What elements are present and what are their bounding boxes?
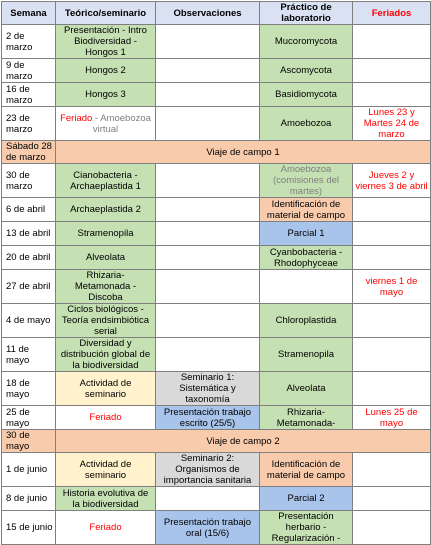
table-row [2,141,431,164]
theory-cell: Ciclos biológicos - Teoría endsimbiótica serial [56,304,156,338]
theory-cell: Historia evolutiva de la biodiversidad [56,487,156,511]
week-date: 18 de mayo [2,372,56,406]
observations-cell [156,270,260,304]
table-row [2,487,431,511]
table-row [2,453,431,487]
theory-cell: Cianobacteria - Archaeplastida 1 [56,164,156,198]
theory-cell: Rhizaria- Metamonada - Discoba [56,270,156,304]
lab-cell: Basidiomycota [260,83,353,107]
week-date: 1 de junio [2,453,56,487]
theory-cell: Actividad de seminario [56,372,156,406]
table-row [2,198,431,222]
week-date: 16 de marzo [2,83,56,107]
lab-cell: Cyanbobacteria - Rhodophyceae [260,246,353,270]
holiday-cell: Lunes 25 de mayo [353,406,431,430]
theory-cell [56,107,156,141]
observations-cell [156,83,260,107]
observations-cell [156,25,260,59]
week-date: 25 de mayo [2,406,56,430]
observations-cell [156,59,260,83]
lab-cell: Amoebozoa [260,107,353,141]
holiday-cell [353,304,431,338]
observations-cell [156,198,260,222]
virtual-label: - Amoebozoa virtual [92,112,151,135]
lab-cell: Alveolata [260,372,353,406]
table-row [2,25,431,59]
theory-cell: Alveolata [56,246,156,270]
holiday-cell [353,511,431,545]
table-row [2,270,431,304]
theory-cell: Presentación - Intro Biodiversidad - Hongos 1 [56,25,156,59]
observations-cell [156,338,260,372]
lab-cell: Stramenopila [260,338,353,372]
lab-cell: Mucoromycota [260,25,353,59]
theory-cell: Feriado [56,511,156,545]
holiday-cell [353,372,431,406]
header-feriados: Feriados [353,2,431,25]
table-row [2,304,431,338]
holiday-cell [353,83,431,107]
holiday-cell: Lunes 23 y Martes 24 de marzo [353,107,431,141]
observations-cell [156,222,260,246]
week-date: Sábado 28 de marzo [2,141,56,164]
header-row [2,2,431,25]
holiday-cell [353,487,431,511]
observations-cell [156,304,260,338]
lab-cell: Parcial 2 [260,487,353,511]
week-date: 9 de marzo [2,59,56,83]
field-trip-cell: Viaje de campo 1 [56,141,431,164]
week-date: 20 de abril [2,246,56,270]
observations-cell [156,246,260,270]
holiday-label: Feriado [60,112,93,124]
holiday-cell [353,198,431,222]
observations-cell: Presentación trabajo escrito (25/5) [156,406,260,430]
lab-cell: Presentación herbario - Regularización - [260,511,353,545]
week-date: 15 de junio [2,511,56,545]
lab-cell: Parcial 1 [260,222,353,246]
week-date: 27 de abril [2,270,56,304]
schedule-table [1,1,431,545]
holiday-cell [353,25,431,59]
table-row [2,338,431,372]
lab-cell: Amoebozoa (comisiones del martes) [260,164,353,198]
table-row [2,222,431,246]
holiday-cell [353,222,431,246]
table-row [2,107,431,141]
table-row [2,372,431,406]
theory-cell: Archaeplastida 2 [56,198,156,222]
lab-cell: Identificación de material de campo [260,453,353,487]
observations-cell: Presentación trabajo oral (15/6) [156,511,260,545]
holiday-cell: Jueves 2 y viernes 3 de abril [353,164,431,198]
holiday-cell [353,59,431,83]
table-row [2,83,431,107]
week-date: 13 de abril [2,222,56,246]
theory-cell: Hongos 3 [56,83,156,107]
week-date: 30 de mayo [2,430,56,453]
table-row [2,164,431,198]
week-date: 4 de mayo [2,304,56,338]
theory-cell: Actividad de seminario [56,453,156,487]
holiday-cell: viernes 1 de mayo [353,270,431,304]
holiday-cell [353,246,431,270]
week-date: 30 de marzo [2,164,56,198]
lab-cell: Rhizaria- Metamonada- [260,406,353,430]
week-date: 6 de abril [2,198,56,222]
field-trip-cell: Viaje de campo 2 [56,430,431,453]
lab-cell: Chloroplastida [260,304,353,338]
holiday-cell [353,338,431,372]
table-row [2,511,431,545]
observations-cell: Seminario 1: Sistemática y taxonomía [156,372,260,406]
theory-cell: Feriado [56,406,156,430]
table-row [2,430,431,453]
header-observaciones: Observaciones [156,2,260,25]
header-teorico: Teórico/seminario [56,2,156,25]
observations-cell [156,164,260,198]
theory-cell: Diversidad y distribución global de la biodiversidad [56,338,156,372]
theory-cell: Hongos 2 [56,59,156,83]
header-practico: Práctico de laboratorio [260,2,353,25]
lab-cell: Ascomycota [260,59,353,83]
lab-cell: Identificación de material de campo [260,198,353,222]
table-row [2,246,431,270]
table-row [2,406,431,430]
week-date: 23 de marzo [2,107,56,141]
holiday-cell [353,453,431,487]
observations-cell [156,487,260,511]
header-semana: Semana [2,2,56,25]
observations-cell: Seminario 2: Organismos de importancia sanitaria [156,453,260,487]
theory-cell: Stramenopila [56,222,156,246]
week-date: 2 de marzo [2,25,56,59]
week-date: 11 de mayo [2,338,56,372]
lab-cell [260,270,353,304]
table-row [2,59,431,83]
observations-cell [156,107,260,141]
week-date: 8 de junio [2,487,56,511]
